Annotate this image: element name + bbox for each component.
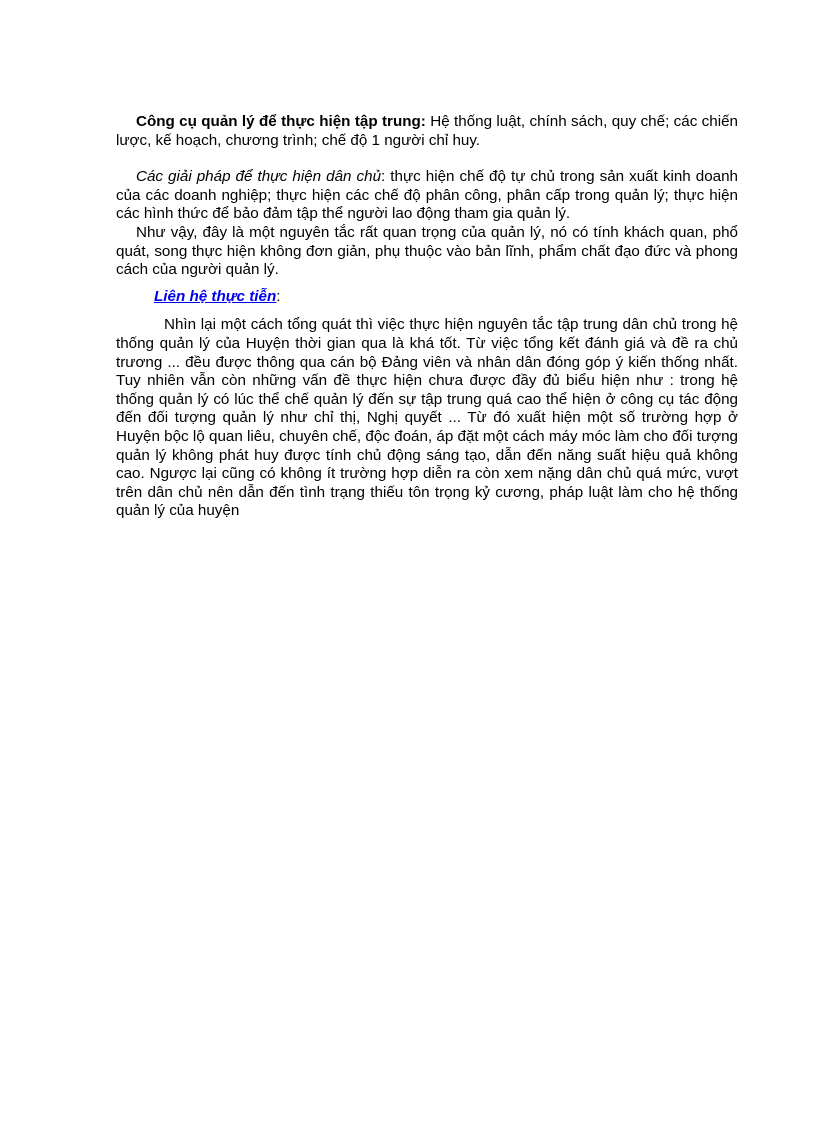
paragraph-democracy-lead: Các giải pháp để thực hiện dân chủ xyxy=(136,168,382,186)
section-heading-suffix: : xyxy=(276,287,281,305)
paragraph-summary: Như vậy, đây là một nguyên tắc rất quan trọng của quản lý, nó có tính khách quan, phổ quát, song thực hiện không đơn giản, phụ thuộc vào bản lĩnh, phẩm chất đạo đức và phong cách của người quản lý. xyxy=(116,223,738,279)
section-heading xyxy=(154,288,738,307)
paragraph-tools-text: Hệ thống luật, chính sách, quy chế; các chiến lược, kế hoạch, chương trình; chế độ 1 người chỉ huy. xyxy=(116,113,738,149)
section-heading-link[interactable]: Liên hệ thực tiễn xyxy=(154,287,277,305)
paragraph-practice: Nhìn lại một cách tổng quát thì việc thực hiện nguyên tắc tập trung dân chủ trong hệ thống quản lý của Huyện thời gian qua là khá tốt. Từ việc tổng kết đánh giá và đề ra chủ trương ... đều được thông qua cán bộ Đảng viên và nhân dân đóng góp ý kiến thống nhất. Tuy nhiên vẫn còn những vấn đề thực hiện chưa được đầy đủ biểu hiện như : trong hệ thống quản lý có lúc thể chế quản lý đến sự tập trung quá cao thể hiện ở công cụ tác động đến đối tượng quản lý như chỉ thị, Nghị quyết ... Từ đó xuất hiện một số trường hợp ở Huyện bộc lộ quan liêu, chuyên chế, độc đoán, áp đặt một cách máy móc làm cho đối tượng quản lý không phát huy được tính chủ động sáng tạo, dẫn đến năng suất hiệu quả không cao. Ngược lại cũng có không ít trường hợp diễn ra còn xem nặng dân chủ quá mức, vượt trên dân chủ nên dẫn đến tình trạng thiếu tôn trọng kỷ cương, pháp luật làm cho hệ thống quản lý của huyện xyxy=(116,316,738,520)
paragraph-tools-lead: Công cụ quản lý để thực hiện tập trung: xyxy=(136,113,426,130)
paragraph-democracy xyxy=(116,168,738,224)
paragraph-democracy-text: : thực hiện chế độ tự chủ trong sản xuất kinh doanh của các doanh nghiệp; thực hiện các chế độ phân công, phân cấp trong quản lý; thực hiện các hình thức để bảo đảm tập thể người lao động tham gia quản lý. xyxy=(116,168,739,223)
paragraph-tools xyxy=(116,113,738,150)
document-page xyxy=(116,113,738,521)
